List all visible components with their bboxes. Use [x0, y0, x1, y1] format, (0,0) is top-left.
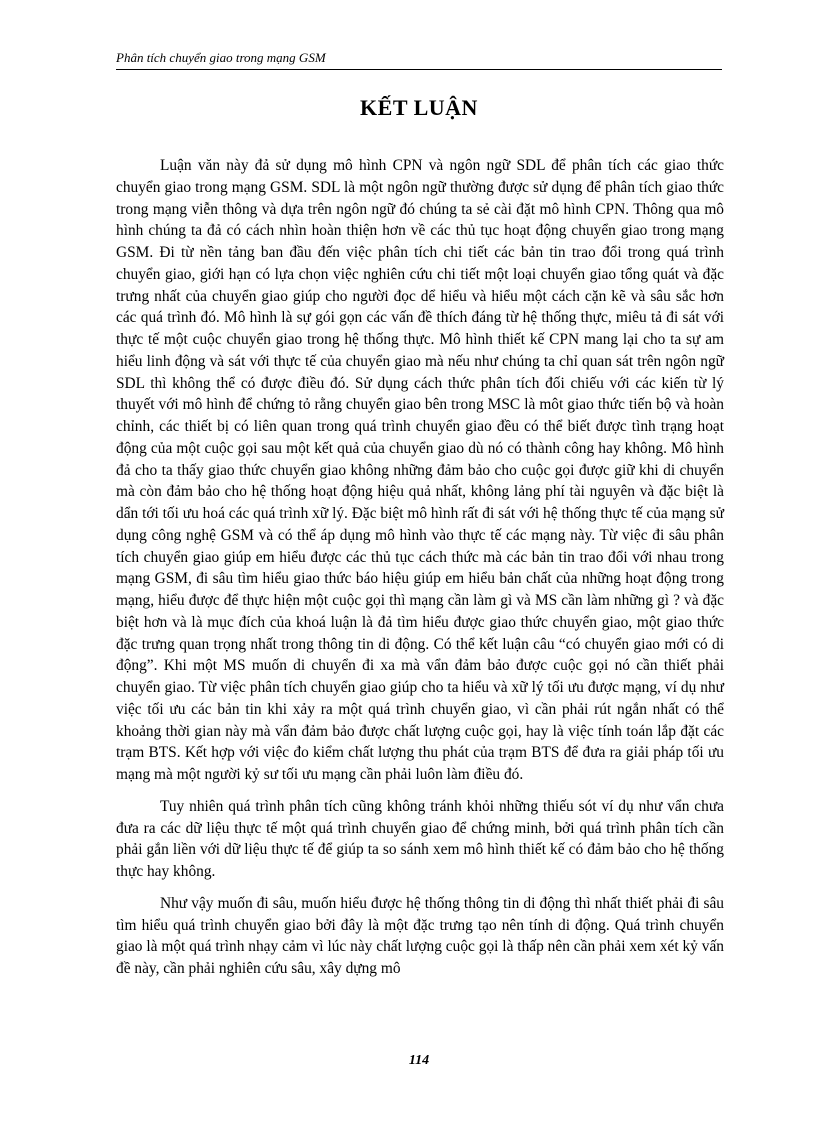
body-paragraph-1: Luận văn này đả sử dụng mô hình CPN và ngôn ngữ SDL để phân tích các giao thức chuyển giao trong mạng GSM. SDL là một ngôn ngữ thường được sử dụng để phân tích giao thức trong mạng viễn thông và dựa trên ngôn ngữ đó chúng ta sẻ cài đặt mô hình CPN. Thông qua mô hình chúng ta đả có cách nhìn hoàn thiện hơn về các thủ tục hoạt động chuyển giao trong mạng GSM. Đi từ nền tảng ban đầu đến việc phân tích chi tiết các bản tin trao đổi trong quá trình chuyển giao, giới hạn có lựa chọn việc nghiên cứu chi tiết một loại chuyển giao tổng quát và đặc trưng nhất của chuyển giao giúp cho người đọc dể hiểu và hiểu một cách cặn kẽ và sâu sắc hơn các quá trình đó. Mô hình là sự gói gọn các vấn đề thích đáng từ hệ thống thực, miêu tả đi sát với thực tế một cuộc chuyển giao trong hệ thống thực. Mô hình thiết kế CPN mang lại cho ta sự am hiểu linh động và sát với thực tế của chuyển giao mà nếu như chúng ta chỉ quan sát trên ngôn ngữ SDL thì không thể có được điều đó. Sử dụng cách thức phân tích đối chiếu với các kiến từ lý thuyết với mô hình để chứng tỏ rằng chuyển giao bên trong MSC là môt giao thức tiến bộ và hoàn chỉnh, các thiết bị có liên quan trong quá trình chuyển giao đều có thể biết được tình trạng hoạt động của một cuộc gọi sau một kết quả của chuyển giao dù nó có thành công hay không. Mô hình đả cho ta thấy giao thức chuyển giao không những đảm bảo cho cuộc gọi được giữ khi di chuyển mà còn đảm bảo cho hệ thống hoạt động hiệu quả nhất, không lảng phí tài nguyên và đặc biệt là dẩn tới tối ưu hoá các quá trình xữ lý. Đặc biệt mô hình rất đi sát với hệ thống thực tế của mạng sử dụng công nghệ GSM và có thể áp dụng mô hình vào thực tế các mạng này. Từ việc đi sâu phân tích chuyển giao giúp em hiểu được các thủ tục cách thức mà các bản tin trao đổi với nhau trong mạng GSM, đi sâu tìm hiểu giao thức báo hiệu giúp em hiểu bản chất của những hoạt động trong mạng, hiểu được để thực hiện một cuộc gọi thì mạng cần làm gì và MS cần làm những gì ? và đặc biệt hơn và là mục đích của khoá luận là đả tìm hiểu được giao thức chuyển giao, một giao thức đặc trưng quan trọng nhất trong thông tin di động. Có thể kết luận câu “có chuyển giao mới có di động”. Khi một MS muốn di chuyển đi xa mà vẩn đảm bảo được cuộc gọi nó cần thiết phải chuyển giao. Từ việc phân tích chuyển giao giúp cho ta hiểu và xữ lý tối ưu được mạng, ví dụ như việc tối ưu các bản tin khi xảy ra một quá trình chuyển giao, vì cần phải rút ngắn nhất có thể khoảng thời gian này mà vẩn đảm bảo được chất lượng cuộc gọi, hay là việc tính toán lắp đặt các trạm BTS. Kết hợp với việc đo kiểm chất lượng thu phát của trạm BTS để đưa ra giải pháp tối ưu mạng mà một người kỷ sư tối ưu mạng cần phải luôn làm điều đó. — [116, 157, 724, 783]
header-divider — [116, 69, 722, 70]
page-number: 114 — [408, 1053, 430, 1068]
document-body — [116, 155, 724, 990]
page-title: KẾT LUẬN — [360, 95, 478, 120]
running-header: Phân tích chuyển giao trong mạng GSM — [116, 50, 326, 65]
body-paragraph-2: Tuy nhiên quá trình phân tích cũng không tránh khỏi những thiếu sót ví dụ như vẩn chưa đưa ra các dữ liệu thực tế một quá trình chuyển giao để chứng minh, bởi quá trình phân tích cần phải gắn liền với dữ liệu thực tế để giúp ta so sánh xem mô hình thiết kế có đảm bảo cho hệ thống thực hay không. — [116, 797, 724, 880]
body-paragraph-3: Như vậy muốn đi sâu, muốn hiểu được hệ thống thông tin di động thì nhất thiết phải đi sâu tìm hiểu quá trình chuyển giao bởi đây là một đặc trưng tạo nên tính di động. Quá trình chuyển giao là một quá trình nhạy cảm vì lúc này chất lượng cuộc gọi là thấp nên cần phải xem xét kỷ vấn đề này, cần phải nghiên cứu sâu, xây dựng mô — [116, 894, 724, 977]
